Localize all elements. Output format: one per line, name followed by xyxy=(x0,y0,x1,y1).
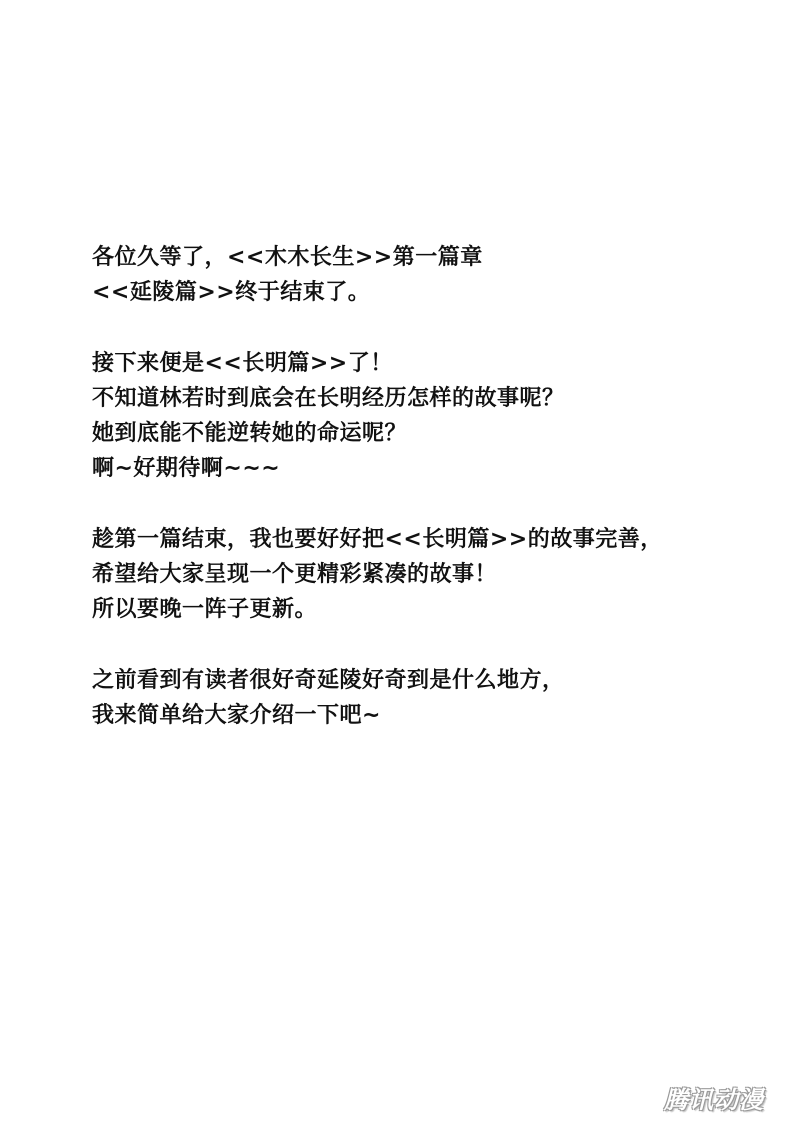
text-line: 接下来便是<<长明篇>>了！ xyxy=(92,351,393,376)
paragraph-gap xyxy=(92,310,732,346)
text-line: <<延陵篇>>终于结束了。 xyxy=(92,280,371,305)
tencent-comics-watermark-logo xyxy=(650,1080,778,1114)
paragraph-1 xyxy=(92,240,732,310)
paragraph-4 xyxy=(92,663,732,733)
author-note xyxy=(92,240,732,733)
paragraph-gap xyxy=(92,486,732,522)
text-line: 各位久等了，<<木木长生>>第一篇章 xyxy=(92,245,483,270)
text-line: 所以要晚一阵子更新。 xyxy=(92,597,318,622)
paragraph-gap xyxy=(92,627,732,663)
text-line: 啊~好期待啊~~~ xyxy=(92,456,281,481)
text-line: 之前看到有读者很好奇延陵好奇到是什么地方， xyxy=(92,668,565,693)
paragraph-2 xyxy=(92,346,732,486)
text-line: 我来简单给大家介绍一下吧~ xyxy=(92,703,381,728)
text-line: 不知道林若时到底会在长明经历怎样的故事呢？ xyxy=(92,386,565,411)
text-line: 她到底能不能逆转她的命运呢？ xyxy=(92,421,408,446)
watermark-text: 腾讯动漫 xyxy=(664,1085,764,1114)
text-line: 趁第一篇结束，我也要好好把<<长明篇>>的故事完善， xyxy=(92,527,663,552)
paragraph-3 xyxy=(92,522,732,627)
text-line: 希望给大家呈现一个更精彩紧凑的故事！ xyxy=(92,562,498,587)
